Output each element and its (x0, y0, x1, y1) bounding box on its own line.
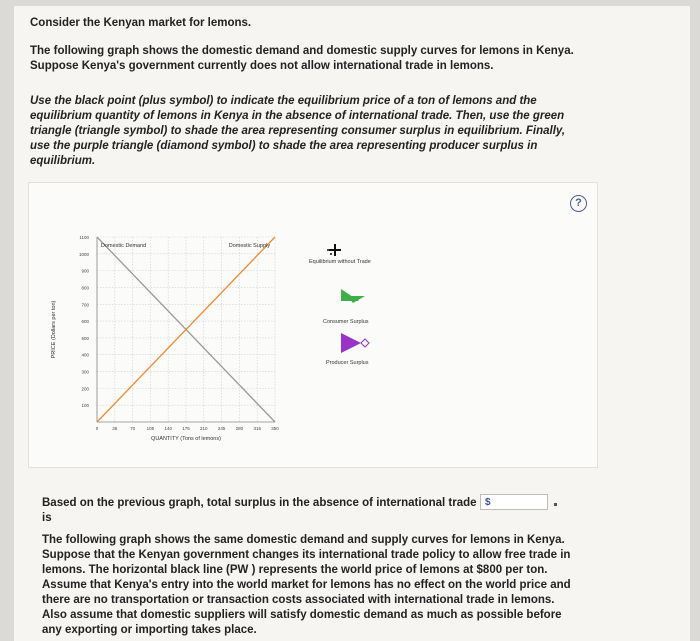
tool-palette (309, 244, 371, 366)
y-tick-label: 100 (81, 403, 89, 409)
x-tick-label: 280 (235, 426, 244, 431)
x-tick-label: 35 (112, 426, 118, 431)
x-axis-label: QUANTITY (Tons of lemons) (151, 436, 221, 442)
equilibrium-label: Equilibrium without Trade (309, 259, 371, 265)
equilibrium-plus-tool[interactable] (327, 244, 341, 256)
y-tick-label: 900 (81, 268, 89, 274)
period-mark (554, 503, 557, 506)
problem-page (14, 6, 690, 641)
series-label-1: Domestic Supply (228, 243, 270, 249)
total-surplus-question: Based on the previous graph, total surplus in the absence of international trade is (42, 497, 477, 524)
y-tick-label: 600 (81, 319, 89, 325)
y-tick-label: 800 (81, 285, 89, 291)
intro-text: Consider the Kenyan market for lemons. (30, 17, 252, 29)
y-tick-label: 200 (81, 386, 89, 392)
y-tick-label: 500 (81, 335, 89, 341)
y-tick-label: 1100 (79, 235, 89, 240)
graph-svg (29, 183, 597, 467)
free-trade-paragraph: The following graph shows the same domestic demand and supply curves for lemons in Kenya. Suppose that the Kenyan government changes its international trade policy to allow free trade in lemons. The horizontal black line (PW ) represents the world price of lemons at $800 per ton. Assume that Kenya's entry into the world market for lemons has no effect on the world price and there are no transportation or transaction costs associated with international trade in lemons. Also assume that domestic suppliers will satisfy domestic demand as much as possible before any exporting or importing takes place. (42, 534, 571, 636)
graph-panel (28, 182, 598, 468)
y-tick-label: 1000 (78, 251, 89, 257)
x-tick-label: 210 (200, 426, 208, 431)
x-tick-label: 350 (271, 426, 279, 431)
y-tick-label: 300 (81, 369, 89, 375)
x-tick-label: 315 (253, 426, 261, 431)
x-tick-label: 175 (182, 426, 190, 431)
x-tick-label: 0 (95, 426, 99, 431)
consumer-surplus-triangle-tool[interactable] (341, 289, 365, 303)
x-tick-label: 140 (164, 426, 172, 431)
x-tick-label: 245 (217, 426, 226, 431)
help-icon[interactable]: ? (570, 195, 587, 212)
series-label-0: Domestic Demand (101, 243, 147, 249)
graph-description: The following graph shows the domestic demand and domestic supply curves for lemons in Kenya. Suppose Kenya's government currently does not allow international trade in lemons. (30, 45, 574, 72)
x-tick-label: 70 (130, 426, 136, 431)
x-tick-label: 105 (146, 426, 155, 431)
y-tick-label: 700 (81, 302, 89, 308)
producer-surplus-label: Producer Surplus (326, 360, 369, 366)
y-axis-label: PRICE (Dollars per ton) (51, 300, 57, 359)
total-surplus-input[interactable]: $ (480, 494, 548, 510)
y-tick-label: 400 (81, 352, 89, 358)
instructions-text: Use the black point (plus symbol) to indicate the equilibrium price of a ton of lemons and the equilibrium quantity of lemons in Kenya in the absence of international trade. Then, use the green triangle (triangle symbol) to shade the area representing consumer surplus in equilibrium. Finally, use the purple triangle (diamond symbol) to shade the area representing producer surplus in equilibrium. (30, 95, 566, 167)
producer-surplus-diamond-tool[interactable] (341, 333, 369, 353)
consumer-surplus-label: Consumer Surplus (323, 319, 369, 325)
